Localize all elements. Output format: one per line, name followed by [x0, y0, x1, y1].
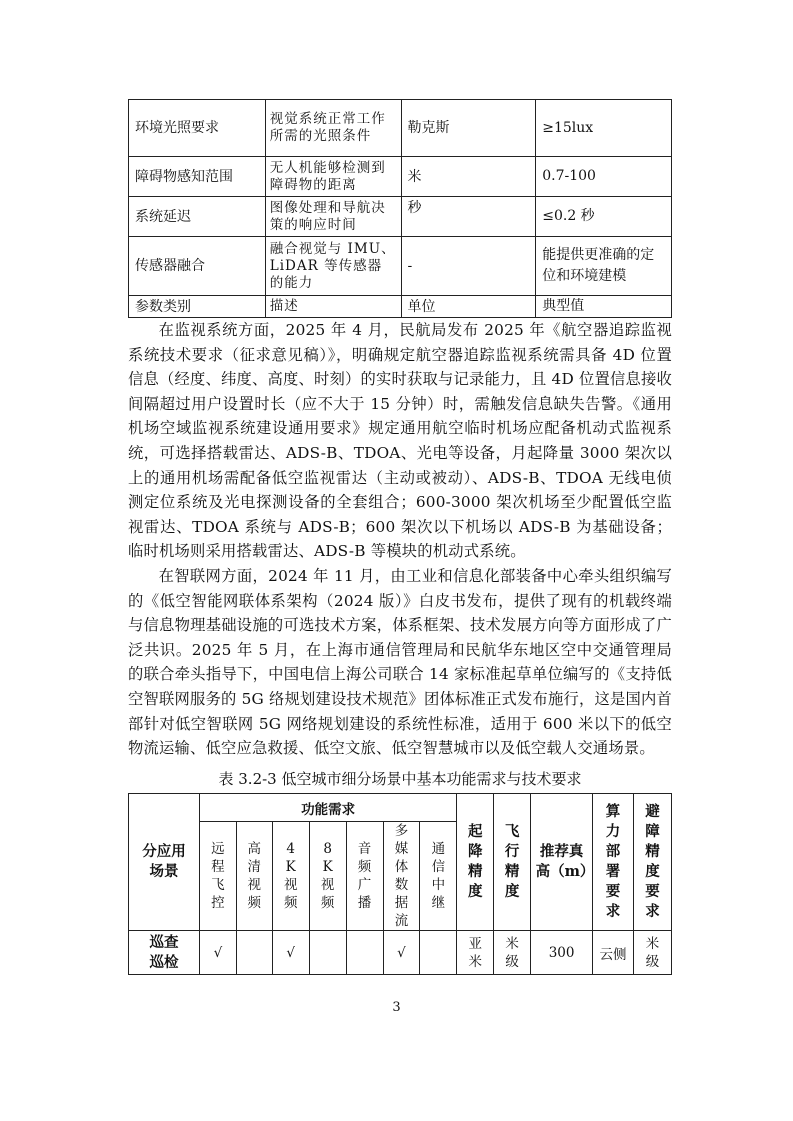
requirement-table — [128, 793, 672, 975]
param-desc: 视觉系统正常工作所需的光照条件 — [265, 100, 401, 157]
cell-takeoff: 亚米 — [457, 931, 494, 975]
param-value: ≤0.2 秒 — [536, 197, 672, 237]
col-header-compute: 算力部署要求 — [593, 794, 634, 931]
param-unit: 勒克斯 — [401, 100, 536, 157]
param-unit: - — [401, 237, 536, 296]
col-header-flight: 飞行精度 — [494, 794, 531, 931]
cell-height: 300 — [531, 931, 593, 975]
table-caption: 表 3.2-3 低空城市细分场景中基本功能需求与技术要求 — [218, 770, 582, 788]
table-row — [129, 931, 672, 975]
param-value: 0.7-100 — [536, 157, 672, 197]
col-header-relay: 通信中继 — [420, 822, 457, 931]
param-desc: 无人机能够检测到障碍物的距离 — [265, 157, 401, 197]
param-value: 能提供更准确的定位和环境建模 — [536, 237, 672, 296]
cell-mark — [420, 931, 457, 975]
cell-mark — [309, 931, 346, 975]
paragraph-smart-network: 在智联网方面，2024 年 11 月，由工业和信息化部装备中心牵头组织编写的《低空智能网联体系架构（2024 版）》白皮书发布，提供了现有的机载终端与信息物理基础设施的可选技术方案，体系框架、技术发展方向等方面形成了广泛共识。2025 年 5 月，在上海市通信管理局和民航华东地区空中交通管理局的联合牵头指导下，中国电信上海公司联合 14 家标准起草单位编写的《支持低空智联网服务的 5G 络规划建设技术规范》团体标准正式发布施行，这是国内首部针对低空智联网 5G 网络规划建设的系统性标准，适用于 600 米以下的低空物流运输、低空应急救援、低空文旅、低空智慧城市以及低空载人交通场景。 — [128, 566, 672, 758]
param-desc: 融合视觉与 IMU、LiDAR 等传感器的能力 — [265, 237, 401, 296]
col-header-avoid: 避障精度要求 — [633, 794, 671, 931]
paragraph-surveillance: 在监视系统方面，2025 年 4 月，民航局发布 2025 年《航空器追踪监视系统技术要求（征求意见稿）》，明确规定航空器追踪监视系统需具备 4D 位置信息（经度、纬度、高度、时刻）的实时获取与记录能力，且 4D 位置信息接收间隔超过用户设置时长（应不大于 15 分钟）时，需触发信息缺失告警。《通用机场空域监视系统建设通用要求》规定通用航空临时机场应配备机动式监视系统，可选择搭载雷达、ADS-B、TDOA、光电等设备，月起降量 3000 架次以上的通用机场需配备低空监视雷达（主动或被动）、ADS-B、TDOA 无线电侦测定位系统及光电探测设备的全套组合；600-3000 架次机场至少配置低空监视雷达、TDOA 系统与 ADS-B；600 架次以下机场以 ADS-B 为基础设备；临时机场则采用搭载雷达、ADS-B 等模块的机动式系统。 — [128, 321, 672, 561]
page-number: 3 — [392, 1000, 401, 1015]
col-header-scene: 分应用场景 — [129, 794, 200, 931]
param-name: 传感器融合 — [129, 237, 266, 296]
param-unit: 米 — [401, 157, 536, 197]
col-header-multimedia: 多媒体数据流 — [383, 822, 420, 931]
table-row — [129, 296, 672, 318]
cell-mark: √ — [383, 931, 420, 975]
cell-mark: √ — [272, 931, 309, 975]
table-row — [129, 100, 672, 157]
table-row — [129, 237, 672, 296]
param-name: 环境光照要求 — [129, 100, 266, 157]
param-desc: 描述 — [265, 296, 401, 318]
col-header-audio-broadcast: 音频广播 — [346, 822, 383, 931]
cell-scene: 巡查巡检 — [129, 931, 200, 975]
cell-mark — [346, 931, 383, 975]
param-unit: 单位 — [401, 296, 536, 318]
cell-avoid: 米级 — [633, 931, 671, 975]
table-row — [129, 157, 672, 197]
table-header-row — [129, 794, 672, 822]
cell-mark — [236, 931, 272, 975]
param-name: 障碍物感知范围 — [129, 157, 266, 197]
col-header-takeoff: 起降精度 — [457, 794, 494, 931]
col-header-4k-video: 4K视频 — [272, 822, 309, 931]
parameter-table — [128, 99, 672, 318]
col-header-8k-video: 8K视频 — [309, 822, 346, 931]
col-group-function: 功能需求 — [199, 794, 456, 822]
param-unit: 秒 — [401, 197, 536, 237]
cell-mark: √ — [199, 931, 236, 975]
body-text — [128, 318, 672, 761]
col-header-remote-control: 远程飞控 — [199, 822, 236, 931]
col-header-hd-video: 高清视频 — [236, 822, 272, 931]
table-row — [129, 197, 672, 237]
col-header-height: 推荐真高（m） — [531, 794, 593, 931]
cell-compute: 云侧 — [593, 931, 634, 975]
param-desc: 图像处理和导航决策的响应时间 — [265, 197, 401, 237]
cell-flight: 米级 — [494, 931, 531, 975]
param-value: 典型值 — [536, 296, 672, 318]
param-name: 参数类别 — [129, 296, 266, 318]
param-value: ≥15lux — [536, 100, 672, 157]
param-name: 系统延迟 — [129, 197, 266, 237]
